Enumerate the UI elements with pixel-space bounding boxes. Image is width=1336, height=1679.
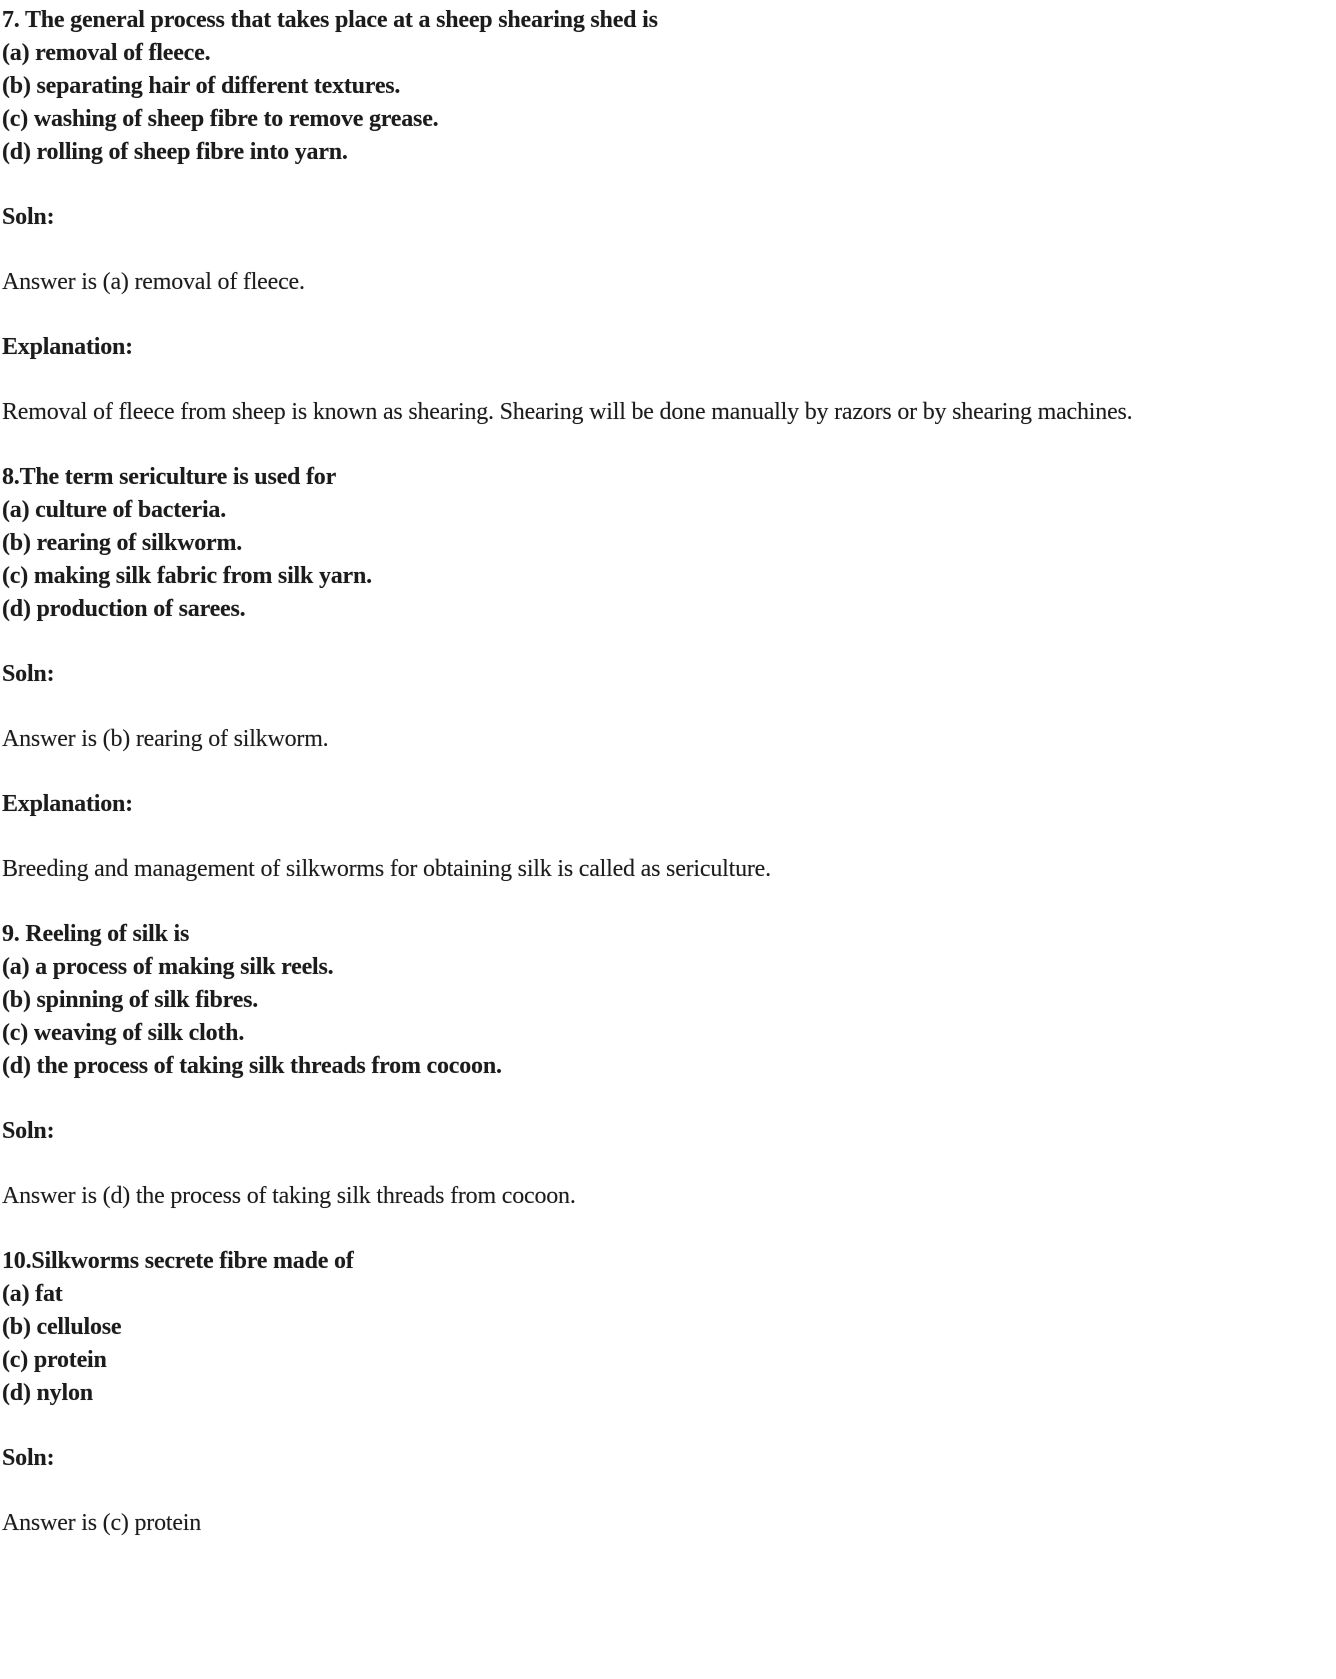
explanation-7-text: Removal of fleece from sheep is known as shearing. Shearing will be done manually by razors or by shearing machines.: [2, 399, 1133, 425]
question-7-option-b: (b) separating hair of different textures.: [2, 73, 401, 99]
soln-label-text: Soln:: [2, 1445, 55, 1471]
question-7-option-c: (c) washing of sheep fibre to remove grease.: [2, 106, 439, 132]
question-8-text: 8.The term sericulture is used for: [2, 464, 337, 490]
question-10-option-b: (b) cellulose: [2, 1314, 122, 1340]
question-9-option-d: (d) the process of taking silk threads from cocoon.: [2, 1053, 502, 1079]
question-8-block: [2, 461, 1336, 626]
answer-9: [2, 1180, 1336, 1213]
answer-8: [2, 723, 1336, 756]
soln-label-10: [2, 1442, 1336, 1475]
question-10-option-a: (a) fat: [2, 1281, 63, 1307]
question-9-block: [2, 918, 1336, 1083]
question-9-option-a: (a) a process of making silk reels.: [2, 954, 334, 980]
question-7-block: [2, 4, 1336, 169]
answer-7-text: Answer is (a) removal of fleece.: [2, 269, 305, 295]
question-8-option-a: (a) culture of bacteria.: [2, 497, 227, 523]
explanation-label-8: [2, 788, 1336, 821]
question-7-option-d: (d) rolling of sheep fibre into yarn.: [2, 139, 348, 165]
question-10-text: 10.Silkworms secrete fibre made of: [2, 1248, 354, 1274]
question-7-option-a: (a) removal of fleece.: [2, 40, 211, 66]
question-9-text: 9. Reeling of silk is: [2, 921, 190, 947]
question-7-text: 7. The general process that takes place at a sheep shearing shed is: [2, 7, 658, 33]
question-10-option-d: (d) nylon: [2, 1380, 93, 1406]
answer-7: [2, 266, 1336, 299]
question-10-block: [2, 1245, 1336, 1410]
answer-10-text: Answer is (c) protein: [2, 1510, 202, 1536]
explanation-8-text: Breeding and management of silkworms for obtaining silk is called as sericulture.: [2, 856, 771, 882]
explanation-label-7: [2, 331, 1336, 364]
explanation-8: [2, 853, 1336, 886]
soln-label-7: [2, 201, 1336, 234]
explanation-label-text: Explanation:: [2, 791, 133, 817]
answer-8-text: Answer is (b) rearing of silkworm.: [2, 726, 329, 752]
soln-label-text: Soln:: [2, 204, 55, 230]
soln-label-8: [2, 658, 1336, 691]
question-8-option-b: (b) rearing of silkworm.: [2, 530, 243, 556]
question-8-option-c: (c) making silk fabric from silk yarn.: [2, 563, 372, 589]
soln-label-text: Soln:: [2, 1118, 55, 1144]
soln-label-9: [2, 1115, 1336, 1148]
question-8-option-d: (d) production of sarees.: [2, 596, 246, 622]
explanation-7: [2, 396, 1336, 429]
answer-10: [2, 1507, 1336, 1540]
soln-label-text: Soln:: [2, 661, 55, 687]
explanation-label-text: Explanation:: [2, 334, 133, 360]
question-10-option-c: (c) protein: [2, 1347, 107, 1373]
answer-9-text: Answer is (d) the process of taking silk threads from cocoon.: [2, 1183, 576, 1209]
question-9-option-b: (b) spinning of silk fibres.: [2, 987, 259, 1013]
question-9-option-c: (c) weaving of silk cloth.: [2, 1020, 245, 1046]
